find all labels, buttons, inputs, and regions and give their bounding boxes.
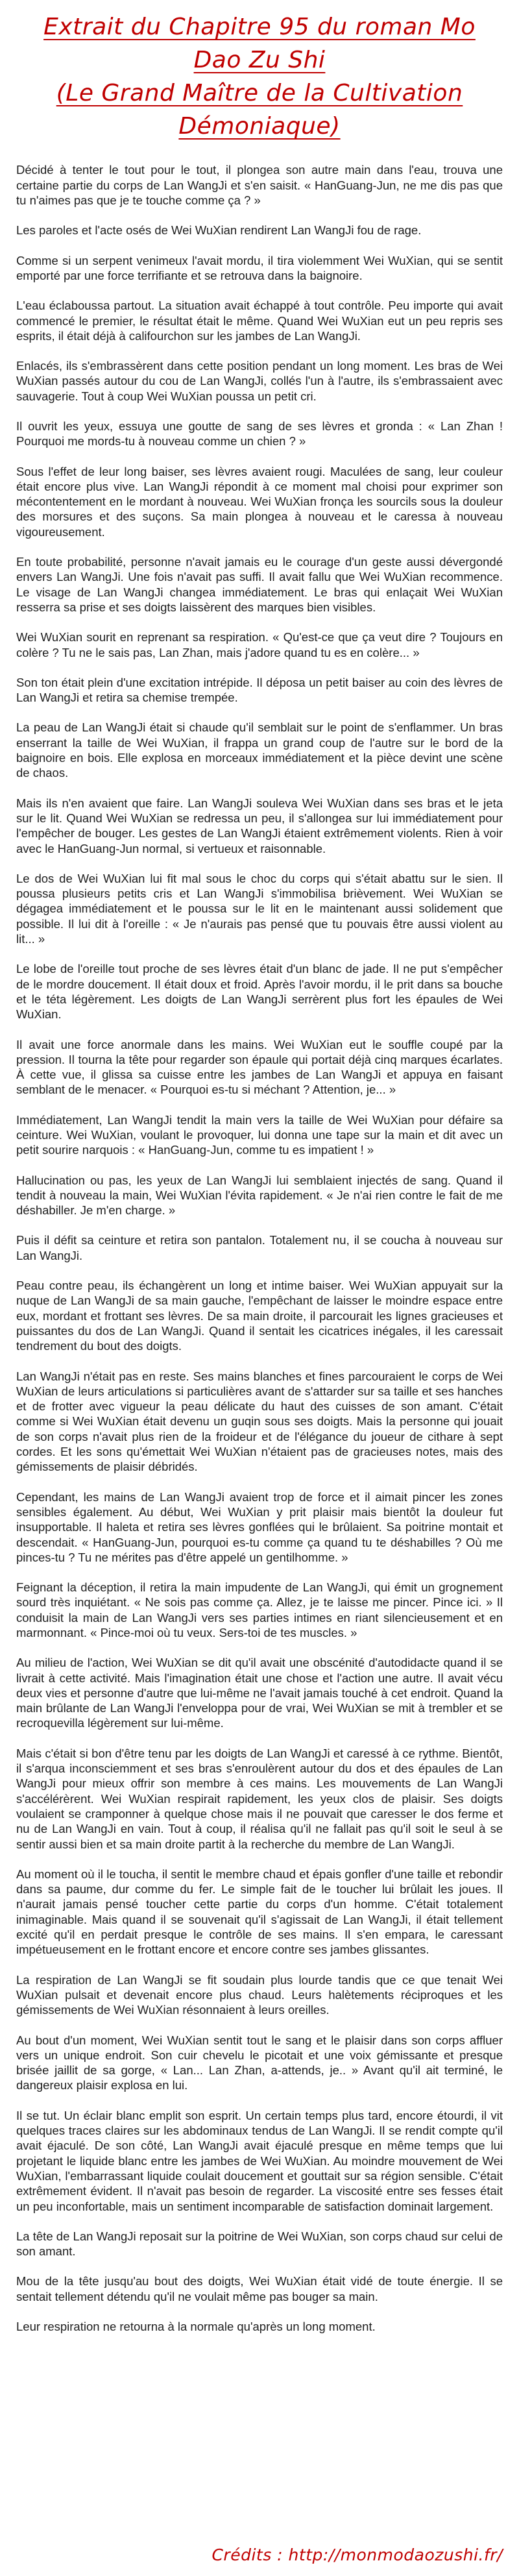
paragraph: Il avait une force anormale dans les mains. Wei WuXian eut le souffle coupé par la pression. Il tourna la tête pour regarder son épaule qui portait déjà cinq marques écarlates. À cette vue, il glissa sa cuisse entre les jambes de Lan WangJi et appuya en faisant semblant de le menacer. « Pourquoi es-tu si méchant ? Attention, je... » bbox=[16, 1037, 503, 1097]
paragraph: Sous l'effet de leur long baiser, ses lèvres avaient rougi. Maculées de sang, leur couleur était encore plus vive. Lan WangJi répondit à ce moment mal choisi pour exprimer son mécontentement en le mordant à nouveau. Wei WuXian fronça les sourcils sous la douleur des morsures et des suçons. Sa main plongea à nouveau et le caressa à nouveau vigoureusement. bbox=[16, 464, 503, 539]
title-line-1: Extrait du Chapitre 95 du roman Mo Dao Zu Shi bbox=[43, 14, 476, 74]
paragraph: Enlacés, ils s'embrassèrent dans cette position pendant un long moment. Les bras de Wei WuXian passés autour du cou de Lan WangJi, collés l'un à l'autre, ils s'embrassaient avec sauvagerie. Tout à coup Wei WuXian poussa un petit cri. bbox=[16, 359, 503, 403]
paragraph: Son ton était plein d'une excitation intrépide. Il déposa un petit baiser au coin des lèvres de Lan WangJi et retira sa chemise trempée. bbox=[16, 675, 503, 705]
document-header bbox=[16, 10, 503, 143]
document-body bbox=[16, 162, 503, 2334]
paragraph: Mais c'était si bon d'être tenu par les doigts de Lan WangJi et caressé à ce rythme. Bientôt, il s'arqua inconsciemment et ses bras s'enroulèrent autour du dos et des épaules de Lan WangJi pour mieux offrir son membre à ces mains. Les mouvements de Lan WangJi s'accélérèrent. Wei WuXian respirait rapidement, les yeux clos de plaisir. Ses doigts voulaient se cramponner à quelque chose mais il ne pouvait que caresser le dos ferme et nu de Lan WangJi en vain. Tout à coup, il réalisa qu'il ne fallait pas qu'il soit le seul à se sentir aussi bien et sa main droite partit à la recherche du membre de Lan WangJi. bbox=[16, 1746, 503, 1851]
document-footer bbox=[211, 2545, 503, 2564]
paragraph: Peau contre peau, ils échangèrent un long et intime baiser. Wei WuXian appuyait sur la nuque de Lan WangJi de sa main gauche, l'empêchant de laisser le moindre espace entre eux, mordant et frottant ses lèvres. De sa main droite, il parcourait les lignes gracieuses et puissantes du dos de Lan WangJi. Quand il sentait les cicatrices inégales, il les caressait tendrement du bout des doigts. bbox=[16, 1279, 503, 1353]
paragraph: Hallucination ou pas, les yeux de Lan WangJi lui semblaient injectés de sang. Quand il tendit à nouveau la main, Wei WuXian l'évita rapidement. « Je n'ai rien contre le fait de me déshabiller. Je m'en charge. » bbox=[16, 1173, 503, 1218]
paragraph: Au moment où il le toucha, il sentit le membre chaud et épais gonfler d'une taille et rebondir dans sa paume, dur comme du fer. Le simple fait de le toucher lui brûlait les joues. Il n'aurait jamais pensé toucher cette partie du corps d'un homme. C'était totalement inimaginable. Mais quand il se souvenait qu'il s'agissait de Lan WangJi, il était tellement excité qu'il en perdait presque le contrôle de ses mains. Il s'en empara, le caressant impétueusement en le frottant encore et encore contre ses jambes glissantes. bbox=[16, 1867, 503, 1957]
paragraph: Il se tut. Un éclair blanc emplit son esprit. Un certain temps plus tard, encore étourdi, il vit quelques traces claires sur les abdominaux tendus de Lan WangJi. Il se rendit compte qu'il avait éjaculé. De son côté, Lan WangJi avait éjaculé presque en même temps que lui projetant le liquide blanc entre les jambes de Wei WuXian. Au moindre mouvement de Wei WuXian, l'embarrassant liquide coulait doucement et gouttait sur sa région sensible. C'était extrêmement évident. Il n'avait pas besoin de regarder. La viscosité entre ses fesses était un peu inconfortable, mais un sentiment incomparable de satisfaction dominait largement. bbox=[16, 2108, 503, 2213]
paragraph: Lan WangJi n'était pas en reste. Ses mains blanches et fines parcouraient le corps de Wei WuXian de leurs articulations si particulières avant de s'attarder sur sa taille et ses hanches et de frotter avec vigueur la peau délicate du haut des cuisses de son amant. C'était comme si Wei WuXian était devenu un guqin sous ses doigts. Mais la personne qui jouait de son corps n'avait plus rien de la froideur et de l'élégance du joueur de cithare à sept cordes. Et les sons qu'émettait Wei WuXian n'étaient pas de gracieuses notes, mais des gémissements de plaisir débridés. bbox=[16, 1369, 503, 1474]
paragraph: Le dos de Wei WuXian lui fit mal sous le choc du corps qui s'était abattu sur le sien. Il poussa plusieurs petits cris et Lan WangJi s'immobilisa brièvement. Wei WuXian se dégagea immédiatement et le poussa sur le lit en le maintenant aussi solidement que possible. Il lui dit à l'oreille : « Je n'aurais pas pensé que tu pouvais être aussi violent au lit... » bbox=[16, 871, 503, 946]
paragraph: Leur respiration ne retourna à la normale qu'après un long moment. bbox=[16, 2319, 376, 2333]
paragraph: Comme si un serpent venimeux l'avait mordu, il tira violemment Wei WuXian, qui se sentit emporté par une force terrifiante et se retrouva dans la baignoire. bbox=[16, 253, 503, 282]
paragraph: Wei WuXian sourit en reprenant sa respiration. « Qu'est-ce que ça veut dire ? Toujours en colère ? Tu ne le sais pas, Lan Zhan, mais j'adore quand tu es en colère... » bbox=[16, 630, 503, 659]
paragraph: L'eau éclaboussa partout. La situation avait échappé à tout contrôle. Peu importe qui avait commencé le premier, le résultat était le même. Quand Wei WuXian eut un peu repris ses esprits, il était déjà à califourchon sur les jambes de Lan WangJi. bbox=[16, 299, 503, 343]
title-line-2: (Le Grand Maître de la Cultivation Démoniaque) bbox=[56, 80, 463, 140]
paragraph: Immédiatement, Lan WangJi tendit la main vers la taille de Wei WuXian pour défaire sa ceinture. Wei WuXian, voulant le provoquer, lui donna une tape sur la main et dit avec un petit sourire narquois : « HanGuang-Jun, comme tu es impatient ! » bbox=[16, 1112, 503, 1157]
page-title bbox=[16, 10, 503, 143]
paragraph: En toute probabilité, personne n'avait jamais eu le courage d'un geste aussi dévergondé envers Lan WangJi. Une fois n'avait pas suffi. Il avait fallu que Wei WuXian recommence. Le visage de Lan WangJi changea immédiatement. Le bras qui enlaçait Wei WuXian resserra sa prise et ses doigts laissèrent des marques bien visibles. bbox=[16, 555, 503, 614]
paragraph: La respiration de Lan WangJi se fit soudain plus lourde tandis que ce que tenait Wei WuXian pulsait et devenait encore plus chaud. Leurs halètements réciproques et les gémissements de Wei WuXian résonnaient à leurs oreilles. bbox=[16, 1972, 503, 2017]
paragraph: Il ouvrit les yeux, essuya une goutte de sang de ses lèvres et gronda : « Lan Zhan ! Pourquoi me mords-tu à nouveau comme un chien ? » bbox=[16, 419, 503, 448]
credits-text: Crédits : http://monmodaozushi.fr/ bbox=[211, 2545, 503, 2564]
paragraph: Mou de la tête jusqu'au bout des doigts, Wei WuXian était vidé de toute énergie. Il se sentait tellement détendu qu'il ne voulait même pas bouger sa main. bbox=[16, 2274, 503, 2303]
paragraph: Puis il défit sa ceinture et retira son pantalon. Totalement nu, il se coucha à nouveau sur Lan WangJi. bbox=[16, 1233, 503, 1262]
paragraph: Cependant, les mains de Lan WangJi avaient trop de force et il aimait pincer les zones sensibles également. Au début, Wei WuXian y prit plaisir mais bientôt la douleur fut insupportable. Il haleta et retira ses lèvres gonflées qui le brûlaient. Sa poitrine montait et descendait. « HanGuang-Jun, pourquoi es-tu comme ça quand tu te déshabilles ? Où me pinces-tu ? Tu ne mérites pas d'être appelé un gentilhomme. » bbox=[16, 1490, 503, 1564]
paragraph: Décidé à tenter le tout pour le tout, il plongea son autre main dans l'eau, trouva une certaine partie du corps de Lan WangJi et s'en saisit. « HanGuang-Jun, ne me dis pas que tu n'aimes pas que je te touche comme ça ? » bbox=[16, 163, 503, 208]
paragraph: Au bout d'un moment, Wei WuXian sentit tout le sang et le plaisir dans son corps affluer vers un unique endroit. Son cuir chevelu le picotait et une voix gémissante et presque brisée jaillit de sa gorge, « Lan... Lan Zhan, a-attends, je.. » Avant qu'il ait terminé, le dangereux plaisir explosa en lui. bbox=[16, 2033, 503, 2092]
paragraph: La tête de Lan WangJi reposait sur la poitrine de Wei WuXian, son corps chaud sur celui de son amant. bbox=[16, 2229, 503, 2259]
paragraph: Au milieu de l'action, Wei WuXian se dit qu'il avait une obscénité d'autodidacte quand il se livrait à cette activité. Mais l'imagination était une chose et l'action une autre. Il avait vécu deux vies et personne d'autre que lui-même ne l'avait jamais touché à cet endroit. Quand la main brûlante de Lan WangJi l'enveloppa pour de vrai, Wei WuXian se mit à trembler et se recroquevilla légèrement sur lui-même. bbox=[16, 1656, 503, 1730]
paragraph: Feignant la déception, il retira la main impudente de Lan WangJi, qui émit un grognement sourd très inquiétant. « Ne sois pas comme ça. Allez, je te laisse me pincer. Pince ici. » Il conduisit la main de Lan WangJi vers ses parties intimes en riant silencieusement et en marmonnant. « Pince-moi où tu veux. Sers-toi de tes muscles. » bbox=[16, 1580, 503, 1639]
paragraph: Le lobe de l'oreille tout proche de ses lèvres était d'un blanc de jade. Il ne put s'empêcher de le mordre doucement. Il était doux et froid. Après l'avoir mordu, il le prit dans sa bouche et le téta légèrement. Les doigts de Lan WangJi serrèrent plus fort les épaules de Wei WuXian. bbox=[16, 962, 503, 1022]
paragraph: Mais ils n'en avaient que faire. Lan WangJi souleva Wei WuXian dans ses bras et le jeta sur le lit. Quand Wei WuXian se redressa un peu, il s'allongea sur lui immédiatement pour l'empêcher de bouger. Les gestes de Lan WangJi étaient extrêmement violents. Rien à voir avec le HanGuang-Jun normal, si vertueux et raisonnable. bbox=[16, 796, 503, 855]
paragraph: Les paroles et l'acte osés de Wei WuXian rendirent Lan WangJi fou de rage. bbox=[16, 223, 422, 238]
paragraph: La peau de Lan WangJi était si chaude qu'il semblait sur le point de s'enflammer. Un bras enserrant la taille de Wei WuXian, il frappa un grand coup de l'autre sur le bord de la baignoire en bois. Elle explosa en morceaux immédiatement et la pièce devint une scène de chaos. bbox=[16, 720, 503, 780]
